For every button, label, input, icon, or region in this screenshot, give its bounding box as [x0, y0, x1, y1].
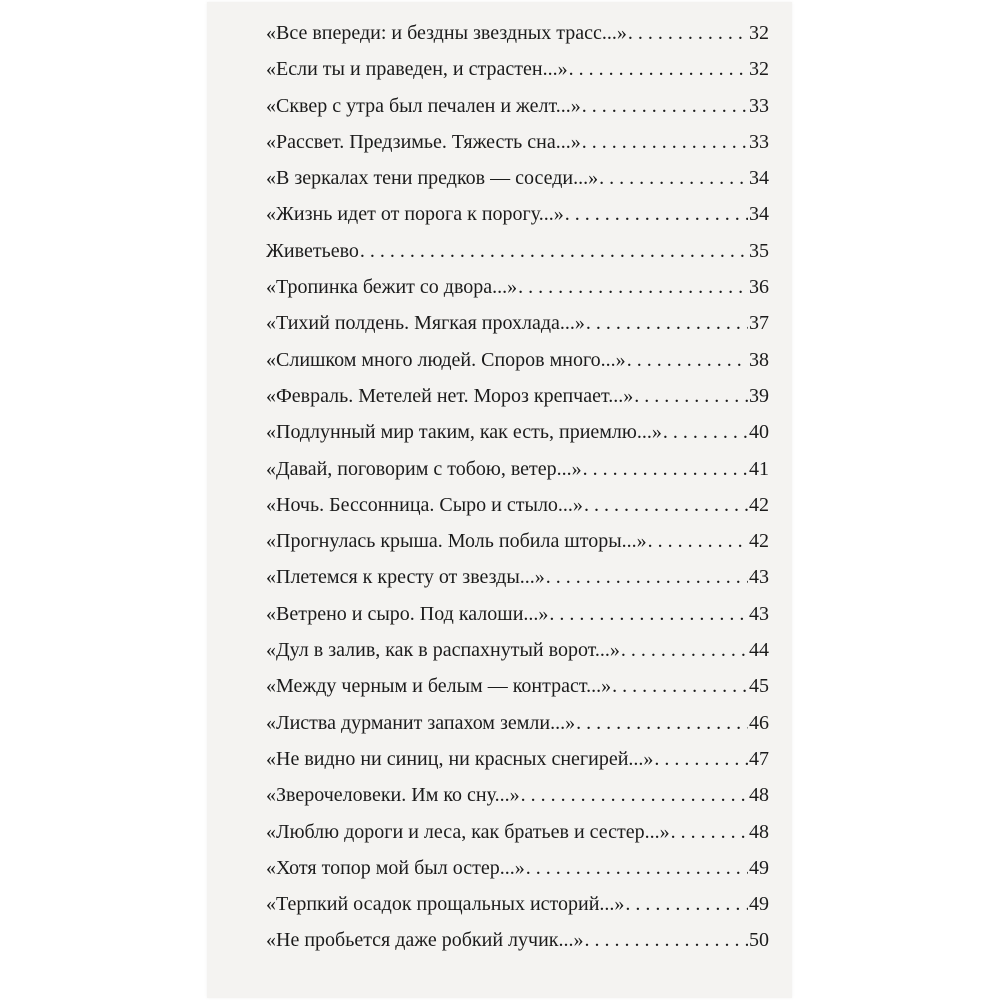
dot-leader: [360, 240, 748, 263]
entry-page-number: 35: [749, 239, 769, 262]
dot-leader: [663, 421, 748, 444]
entry-title: «Не видно ни синиц, ни красных снегирей...»: [266, 747, 654, 770]
entry-title: «Листва дурманит запахом земли...»: [266, 711, 576, 734]
entry-title: «Подлунный мир таким, как есть, приемлю...»: [266, 421, 662, 444]
toc-entry: [266, 276, 769, 312]
toc-entry: [266, 385, 769, 421]
entry-page-number: 48: [749, 784, 769, 807]
toc-entry: [266, 675, 769, 711]
toc-entry: [266, 566, 769, 602]
toc-entry: [266, 784, 769, 820]
entry-page-number: 34: [749, 167, 769, 190]
entry-title: «Не пробьется даже робкий лучик...»: [266, 929, 584, 952]
toc-entry: [266, 95, 769, 131]
entry-title: «Рассвет. Предзимье. Тяжесть сна...»: [266, 130, 581, 153]
entry-title: «Если ты и праведен, и страстен...»: [266, 58, 568, 81]
entry-page-number: 33: [749, 130, 769, 153]
toc-entry: [266, 203, 769, 239]
dot-leader: [585, 929, 749, 952]
toc-entry: [266, 530, 769, 566]
dot-leader: [576, 712, 748, 735]
table-of-contents: [266, 22, 769, 966]
entry-page-number: 48: [749, 820, 769, 843]
entry-title: «Тропинка бежит со двора...»: [266, 276, 518, 299]
dot-leader: [521, 784, 748, 807]
entry-page-number: 38: [749, 348, 769, 371]
entry-page-number: 50: [749, 929, 769, 952]
entry-page-number: 37: [749, 312, 769, 335]
entry-page-number: 41: [749, 457, 769, 480]
dot-leader: [599, 167, 748, 190]
entry-title: «Плетемся к кресту от звезды...»: [266, 566, 545, 589]
dot-leader: [634, 385, 748, 408]
toc-entry: [266, 929, 769, 965]
entry-title: «Между черным и белым — контраст...»: [266, 675, 612, 698]
toc-entry: [266, 494, 769, 530]
entry-title: «Февраль. Метелей нет. Мороз крепчает...»: [266, 384, 634, 407]
entry-page-number: 43: [749, 566, 769, 589]
dot-leader: [518, 276, 748, 299]
entry-page-number: 33: [749, 94, 769, 117]
entry-page-number: 36: [749, 276, 769, 299]
toc-entry: [266, 131, 769, 167]
entry-title: «Дул в залив, как в распахнутый ворот...»: [266, 639, 620, 662]
entry-title: «Зверочеловеки. Им ко сну...»: [266, 784, 520, 807]
entry-page-number: 44: [749, 639, 769, 662]
dot-leader: [621, 639, 748, 662]
entry-page-number: 49: [749, 856, 769, 879]
entry-title: «Слишком много людей. Споров много...»: [266, 348, 626, 371]
entry-page-number: 45: [749, 675, 769, 698]
toc-entry: [266, 240, 769, 276]
dot-leader: [648, 530, 748, 553]
entry-title: «В зеркалах тени предков — соседи...»: [266, 167, 599, 190]
toc-entry: [266, 312, 769, 348]
entry-title: Живетьево: [266, 239, 359, 262]
entry-page-number: 34: [749, 203, 769, 226]
toc-entry: [266, 893, 769, 929]
entry-title: «Ночь. Бессонница. Сыро и стыло...»: [266, 493, 583, 516]
toc-entry: [266, 712, 769, 748]
dot-leader: [628, 22, 748, 45]
entry-title: «Тихий полдень. Мягкая прохлада...»: [266, 312, 585, 335]
entry-page-number: 40: [749, 421, 769, 444]
entry-page-number: 46: [749, 711, 769, 734]
entry-title: «Терпкий осадок прощальных историй...»: [266, 893, 625, 916]
entry-page-number: 47: [749, 747, 769, 770]
entry-page-number: 32: [749, 58, 769, 81]
dot-leader: [526, 857, 748, 880]
dot-leader: [584, 494, 748, 517]
toc-entry: [266, 603, 769, 639]
dot-leader: [627, 349, 748, 372]
entry-title: «Хотя топор мой был остер...»: [266, 856, 525, 879]
entry-title: «Ветрено и сыро. Под калоши...»: [266, 602, 549, 625]
entry-page-number: 42: [749, 493, 769, 516]
entry-title: «Люблю дороги и леса, как братьев и сестер...»: [266, 820, 670, 843]
dot-leader: [586, 312, 748, 335]
entry-page-number: 49: [749, 893, 769, 916]
toc-entry: [266, 167, 769, 203]
entry-title: «Все впереди: и бездны звездных трасс...»: [266, 22, 627, 44]
entry-page-number: 42: [749, 530, 769, 553]
dot-leader: [546, 566, 748, 589]
toc-entry: [266, 821, 769, 857]
dot-leader: [549, 603, 748, 626]
dot-leader: [565, 203, 748, 226]
toc-entry: [266, 22, 769, 58]
toc-entry: [266, 58, 769, 94]
toc-entry: [266, 421, 769, 457]
entry-page-number: 43: [749, 602, 769, 625]
dot-leader: [569, 58, 748, 81]
dot-leader: [583, 458, 748, 481]
toc-entry: [266, 349, 769, 385]
entry-title: «Давай, поговорим с тобою, ветер...»: [266, 457, 582, 480]
dot-leader: [625, 893, 748, 916]
dot-leader: [582, 95, 748, 118]
toc-entry: [266, 458, 769, 494]
entry-page-number: 32: [749, 22, 769, 44]
dot-leader: [654, 748, 748, 771]
toc-entry: [266, 857, 769, 893]
toc-entry: [266, 639, 769, 675]
entry-page-number: 39: [749, 384, 769, 407]
toc-entry: [266, 748, 769, 784]
entry-title: «Сквер с утра был печален и желт...»: [266, 94, 581, 117]
dot-leader: [612, 675, 748, 698]
dot-leader: [671, 821, 748, 844]
entry-title: «Жизнь идет от порога к порогу...»: [266, 203, 564, 226]
entry-title: «Прогнулась крыша. Моль побила шторы...»: [266, 530, 647, 553]
dot-leader: [582, 131, 748, 154]
